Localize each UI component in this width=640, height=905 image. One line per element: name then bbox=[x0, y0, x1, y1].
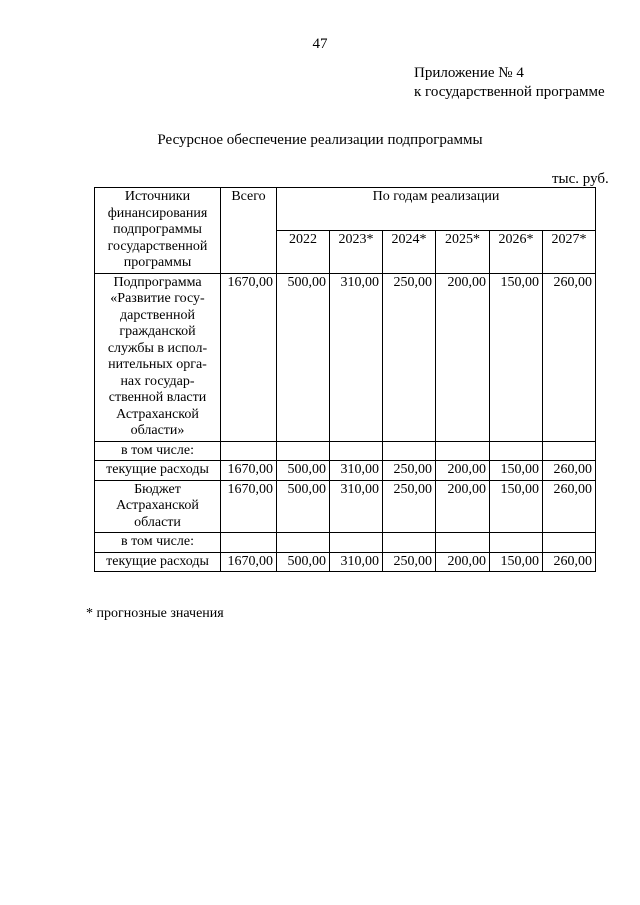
row-value: 260,00 bbox=[543, 461, 596, 481]
table-row bbox=[95, 480, 596, 533]
row-value: 260,00 bbox=[543, 273, 596, 441]
row-total bbox=[221, 441, 277, 461]
row-value: 310,00 bbox=[330, 273, 383, 441]
row-value: 150,00 bbox=[490, 480, 543, 533]
header-total: Всего bbox=[221, 188, 277, 274]
header-row-1 bbox=[95, 188, 596, 231]
row-value: 200,00 bbox=[436, 273, 490, 441]
row-label: Подпрограмма «Развитие госу-дарственной гражданской службы в испол-нительных орга-нах государ-ственной власти Астраханской области» bbox=[95, 273, 221, 441]
row-value: 310,00 bbox=[330, 480, 383, 533]
row-label: текущие расходы bbox=[95, 461, 221, 481]
unit-label: тыс. руб. bbox=[552, 171, 609, 187]
header-year: 2023* bbox=[330, 230, 383, 273]
header-year: 2022 bbox=[277, 230, 330, 273]
row-label: в том числе: bbox=[95, 533, 221, 553]
row-total: 1670,00 bbox=[221, 552, 277, 572]
row-value: 200,00 bbox=[436, 461, 490, 481]
row-label: в том числе: bbox=[95, 441, 221, 461]
table-row bbox=[95, 441, 596, 461]
appendix-line-2: к государственной программе bbox=[414, 84, 605, 100]
resource-table bbox=[94, 187, 596, 572]
row-value: 200,00 bbox=[436, 552, 490, 572]
appendix-header bbox=[414, 64, 605, 102]
row-total bbox=[221, 533, 277, 553]
row-value bbox=[543, 533, 596, 553]
table-row bbox=[95, 533, 596, 553]
table-row bbox=[95, 552, 596, 572]
footnote: * прогнозные значения bbox=[86, 606, 224, 621]
row-value: 260,00 bbox=[543, 552, 596, 572]
row-value: 150,00 bbox=[490, 273, 543, 441]
header-year: 2027* bbox=[543, 230, 596, 273]
row-value: 500,00 bbox=[277, 273, 330, 441]
row-value: 310,00 bbox=[330, 552, 383, 572]
row-total: 1670,00 bbox=[221, 273, 277, 441]
row-value bbox=[383, 533, 436, 553]
row-value bbox=[543, 441, 596, 461]
appendix-line-1: Приложение № 4 bbox=[414, 65, 524, 81]
row-value: 250,00 bbox=[383, 480, 436, 533]
row-value: 260,00 bbox=[543, 480, 596, 533]
row-value bbox=[490, 441, 543, 461]
row-value bbox=[330, 441, 383, 461]
page-number: 47 bbox=[312, 36, 328, 52]
row-value bbox=[436, 533, 490, 553]
row-value: 500,00 bbox=[277, 461, 330, 481]
row-label: Бюджет Астраханской области bbox=[95, 480, 221, 533]
document-title: Ресурсное обеспечение реализации подпрограммы bbox=[157, 132, 483, 148]
row-value bbox=[330, 533, 383, 553]
table-row bbox=[95, 273, 596, 441]
row-value: 250,00 bbox=[383, 461, 436, 481]
table-row bbox=[95, 461, 596, 481]
row-value bbox=[277, 441, 330, 461]
header-year: 2026* bbox=[490, 230, 543, 273]
header-year: 2024* bbox=[383, 230, 436, 273]
row-value: 200,00 bbox=[436, 480, 490, 533]
header-source: Источники финансирования подпрограммы государственной программы bbox=[95, 188, 221, 274]
row-total: 1670,00 bbox=[221, 480, 277, 533]
row-value bbox=[383, 441, 436, 461]
row-value: 150,00 bbox=[490, 461, 543, 481]
row-value: 250,00 bbox=[383, 273, 436, 441]
row-value bbox=[436, 441, 490, 461]
header-by-years: По годам реализации bbox=[277, 188, 596, 231]
row-label: текущие расходы bbox=[95, 552, 221, 572]
header-year: 2025* bbox=[436, 230, 490, 273]
row-value: 150,00 bbox=[490, 552, 543, 572]
row-total: 1670,00 bbox=[221, 461, 277, 481]
row-value: 250,00 bbox=[383, 552, 436, 572]
row-value: 500,00 bbox=[277, 480, 330, 533]
row-value: 310,00 bbox=[330, 461, 383, 481]
row-value: 500,00 bbox=[277, 552, 330, 572]
row-value bbox=[277, 533, 330, 553]
row-value bbox=[490, 533, 543, 553]
